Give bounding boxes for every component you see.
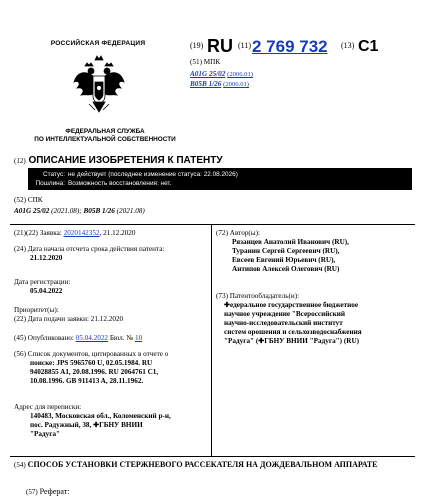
divider-vertical: [211, 224, 212, 456]
term-start-block: [14, 245, 210, 263]
registration-label: Дата регистрации:: [14, 278, 71, 286]
cited-documents-line: 94028855 A1, 20.08.1996. RU 2064761 C1,: [30, 368, 159, 376]
invention-title-tag: (54): [14, 461, 26, 469]
spk-code-1: A01G 25/02: [14, 207, 50, 215]
authors-block: [216, 229, 416, 274]
spk-heading: (52) СПК: [14, 196, 43, 204]
spk-version-2: (2021.08): [116, 207, 145, 215]
author-name: Туранин Сергей Сергеевич (RU),: [232, 247, 340, 255]
patent-holder-line: научное учреждение "Всероссийский: [224, 310, 346, 318]
ipc-version-link[interactable]: (2006.01): [223, 81, 249, 88]
priority-filing-line: (22) Дата подачи заявки: 21.12.2020: [14, 315, 124, 323]
invention-title: [14, 460, 414, 470]
abstract-label: Реферат:: [39, 487, 70, 496]
publication-prefix: (45) Опубликовано:: [14, 334, 74, 342]
abstract-tag: (57): [26, 488, 38, 496]
address-label: Адрес для переписки:: [14, 403, 82, 411]
application-prefix: (21)(22) Заявка:: [14, 229, 62, 237]
status-box: [28, 168, 412, 190]
code-19: (19): [190, 41, 204, 50]
ipc-row: [190, 80, 249, 88]
ipc-heading: (51) МПК: [190, 58, 221, 66]
agency-line-2: ПО ИНТЕЛЛЕКТУАЛЬНОЙ СОБСТВЕННОСТИ: [34, 136, 176, 143]
ipc-code-link[interactable]: B05B 1/26: [190, 80, 222, 88]
code-11: (11): [238, 41, 252, 50]
author-name: Евсеев Евгений Юрьевич (RU),: [232, 256, 336, 264]
description-tag: (12): [14, 157, 26, 165]
application-number-link[interactable]: 2020142352: [63, 229, 100, 237]
divider-bottom: [10, 456, 415, 457]
status-text: не действует (последнее изменение статуса: 22.08.2026): [68, 171, 238, 178]
publication-date-link[interactable]: 05.04.2022: [75, 334, 109, 342]
application-line: [14, 229, 210, 238]
kind-code: C1: [358, 38, 379, 55]
spk-codes: [14, 207, 145, 215]
patent-holder-line: ✚едеральное государственное бюджетное: [224, 301, 359, 309]
code-13: (13): [341, 41, 355, 50]
ipc-version-link[interactable]: (2006.01): [227, 71, 253, 78]
address-line: "Радуга": [30, 430, 61, 438]
spk-version-1: (2021.08);: [51, 207, 82, 215]
patent-holder-line: научно-исследовательский институт: [224, 319, 343, 327]
coat-of-arms-emblem: [71, 54, 127, 118]
registration-block: [14, 278, 210, 296]
patent-holder-line: систем орошения и сельхозводоснабжения: [224, 328, 362, 336]
agency-line-1: ФЕДЕРАЛЬНАЯ СЛУЖБА: [65, 128, 145, 135]
status-label: Статус:: [43, 171, 65, 178]
patent-holder-line: "Радуга" (✚ГБНУ ВНИИ "Радуга") (RU): [224, 337, 360, 345]
description-title: [14, 155, 223, 166]
ipc-row: [190, 70, 253, 78]
cited-documents-block: [14, 350, 210, 386]
fee-label: Пошлина:: [35, 180, 65, 187]
invention-title-text: СПОСОБ УСТАНОВКИ СТЕРЖНЕВОГО РАССЕКАТЕЛЯ НА ДОЖДЕВАЛЬНОМ АППАРАТЕ: [27, 460, 378, 469]
country-title: РОССИЙСКАЯ ФЕДЕРАЦИЯ: [50, 40, 146, 47]
priority-label: Приоритет(ы):: [14, 306, 59, 314]
author-name: Антипов Алексей Олегович (RU): [232, 265, 340, 273]
application-date: , 21.12.2020: [99, 229, 136, 237]
patent-number-link[interactable]: 2 769 732: [252, 37, 328, 56]
patent-holders-block: [216, 292, 416, 346]
fee-text: Возможность восстановления: нет.: [68, 180, 172, 187]
priority-block: [14, 306, 210, 324]
term-start-label: (24) Дата начала отсчета срока действия патента:: [14, 245, 165, 253]
registration-date: 05.04.2022: [30, 287, 63, 295]
divider-top: [10, 224, 415, 225]
address-line: пос. Радужный, 38, ✚ГБНУ ВНИИ: [30, 421, 143, 429]
authors-label: (72) Автор(ы):: [216, 229, 261, 237]
address-block: [14, 403, 210, 439]
description-title-text: ОПИСАНИЕ ИЗОБРЕТЕНИЯ К ПАТЕНТУ: [28, 155, 223, 166]
publication-line: [14, 334, 210, 343]
abstract-heading: [26, 487, 69, 496]
agency-name: [30, 128, 180, 144]
address-line: 140483, Московская обл., Коломенский р-н,: [30, 412, 171, 420]
bulletin-label: Бюл. №: [109, 334, 134, 342]
cited-documents-line: 10.08.1996. GB 911413 A, 28.11.1962.: [30, 377, 144, 385]
patent-holders-label: (73) Патентообладатель(и):: [216, 292, 300, 300]
author-name: Рязанцев Анатолий Иванович (RU),: [232, 238, 349, 246]
ipc-code-link[interactable]: A01G 25/02: [190, 70, 226, 78]
bulletin-number-link[interactable]: 10: [134, 334, 143, 342]
term-start-date: 21.12.2020: [30, 254, 63, 262]
cited-documents-label: (56) Список документов, цитированных в отчете о: [14, 350, 169, 358]
office-code: RU: [207, 36, 233, 56]
cited-documents-line: поиске: JPS 5965760 U, 02.05.1984. RU: [30, 359, 153, 367]
spk-code-2: B05B 1/26: [83, 207, 115, 215]
